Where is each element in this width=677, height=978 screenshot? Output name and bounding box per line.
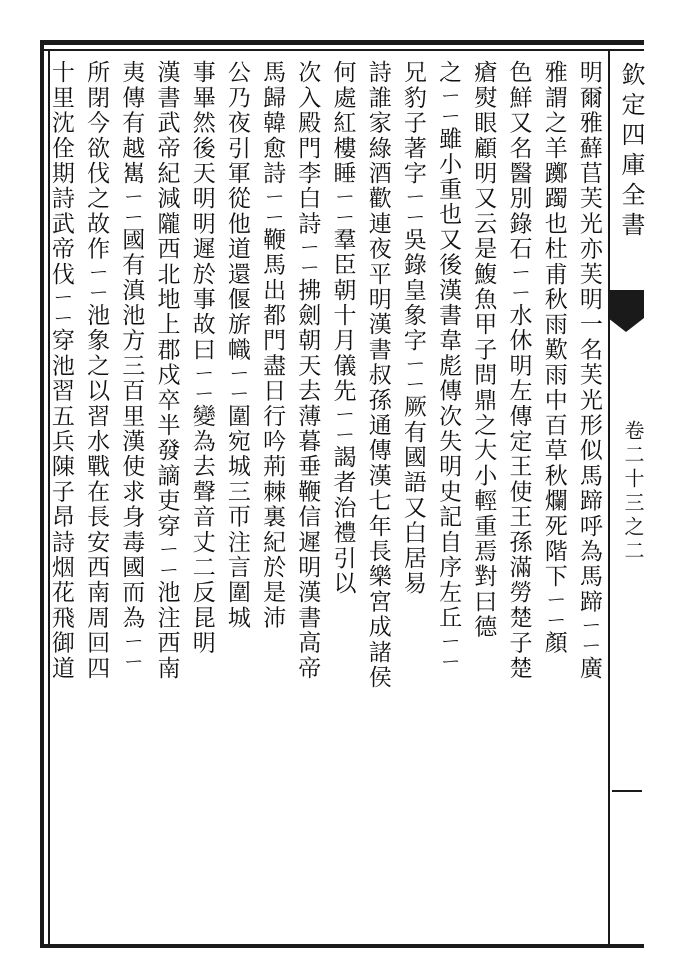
top-border-inner [44,49,644,51]
text-column-10 [254,60,289,940]
column-text: 明爾雅蘚苢芙光亦芙明一名芙光形似馬蹄呼為馬蹄ㄧㄧ廣 [575,60,602,681]
text-column-14 [113,60,148,940]
column-text: 公乃夜引軍從他道還偃旂幟ㄧㄧ圍宛城三帀注言圍城 [223,60,250,631]
header-title: 欽定四庫全書 [617,62,645,242]
header-title-column [612,62,646,292]
column-text: 兄豹子著字ㄧㄧ吳錄皇象字ㄧㄧ厥有國語又白居易 [399,60,426,596]
text-column-5 [430,60,465,940]
column-text: 色鮮又名醫別錄石ㄧㄧ水休明左傳定王使王孫滿勞楚子楚 [505,60,532,681]
text-column-8 [324,60,359,940]
text-column-2 [536,60,571,940]
column-text: 十里沈佺期詩武帝伐ㄧㄧ穿池習五兵陳子昂詩烟花飛御道 [47,60,74,681]
column-text: 事畢然後天明明遲於事故曰ㄧㄧ變為去聲音丈二反昆明 [188,60,215,656]
text-column-13 [148,60,183,940]
text-column-11 [219,60,254,940]
text-column-4 [465,60,500,940]
fishtail-mark [608,290,644,332]
column-text: 夷傳有越嶲ㄧㄧ國有滇池方三百里漢使求身毒國而為ㄧㄧ [118,60,145,672]
volume-label: 卷二十三之二 [621,420,645,564]
gutter-line [608,49,610,945]
volume-label-column [612,420,646,620]
column-text: 之ㄧㄧ雖小重也又後漢書韋彪傳次失明史記自序左丘ㄧㄧ [435,60,462,672]
column-text: 瘡熨眼顧明又云是鰒魚甲子問鼎之大小輕重焉對曰德 [470,60,497,640]
text-column-9 [289,60,324,940]
column-text: 何處紅樓睡ㄧㄧ羣臣朝十月儀先ㄧㄧ謁者治禮引以 [329,60,356,596]
text-column-15 [78,60,113,940]
column-text: 馬歸韓愈詩ㄧㄧ鞭馬出都門盡日行吟荊棘裏紀於是沛 [259,60,286,631]
column-text: 漢書武帝紀減隴西北地上郡戍卒半發謫吏穿ㄧㄧ池注西南 [153,60,180,681]
column-text: 次入殿門李白詩ㄧㄧ拂劍朝天去薄暮垂鞭信遲明漢書高帝 [294,60,321,681]
text-column-3 [500,60,535,940]
text-column-12 [184,60,219,940]
gutter-rule [612,790,642,792]
column-text: 所閉今欲伐之故作ㄧㄧ池象之以習水戰在長安西南周回四 [83,60,110,681]
top-border [44,40,644,45]
column-text: 詩誰家綠酒歡連夜平明漢書叔孫通傳漢七年長樂宮成諸侯 [364,60,391,690]
text-column-1 [571,60,606,940]
text-column-7 [360,60,395,940]
text-column-6 [395,60,430,940]
column-text: 雅謂之羊躑躅也杜甫秋雨歎雨中百草秋爛死階下ㄧㄧ顏 [540,60,567,656]
bottom-border [44,944,644,948]
text-column-16 [43,60,78,940]
